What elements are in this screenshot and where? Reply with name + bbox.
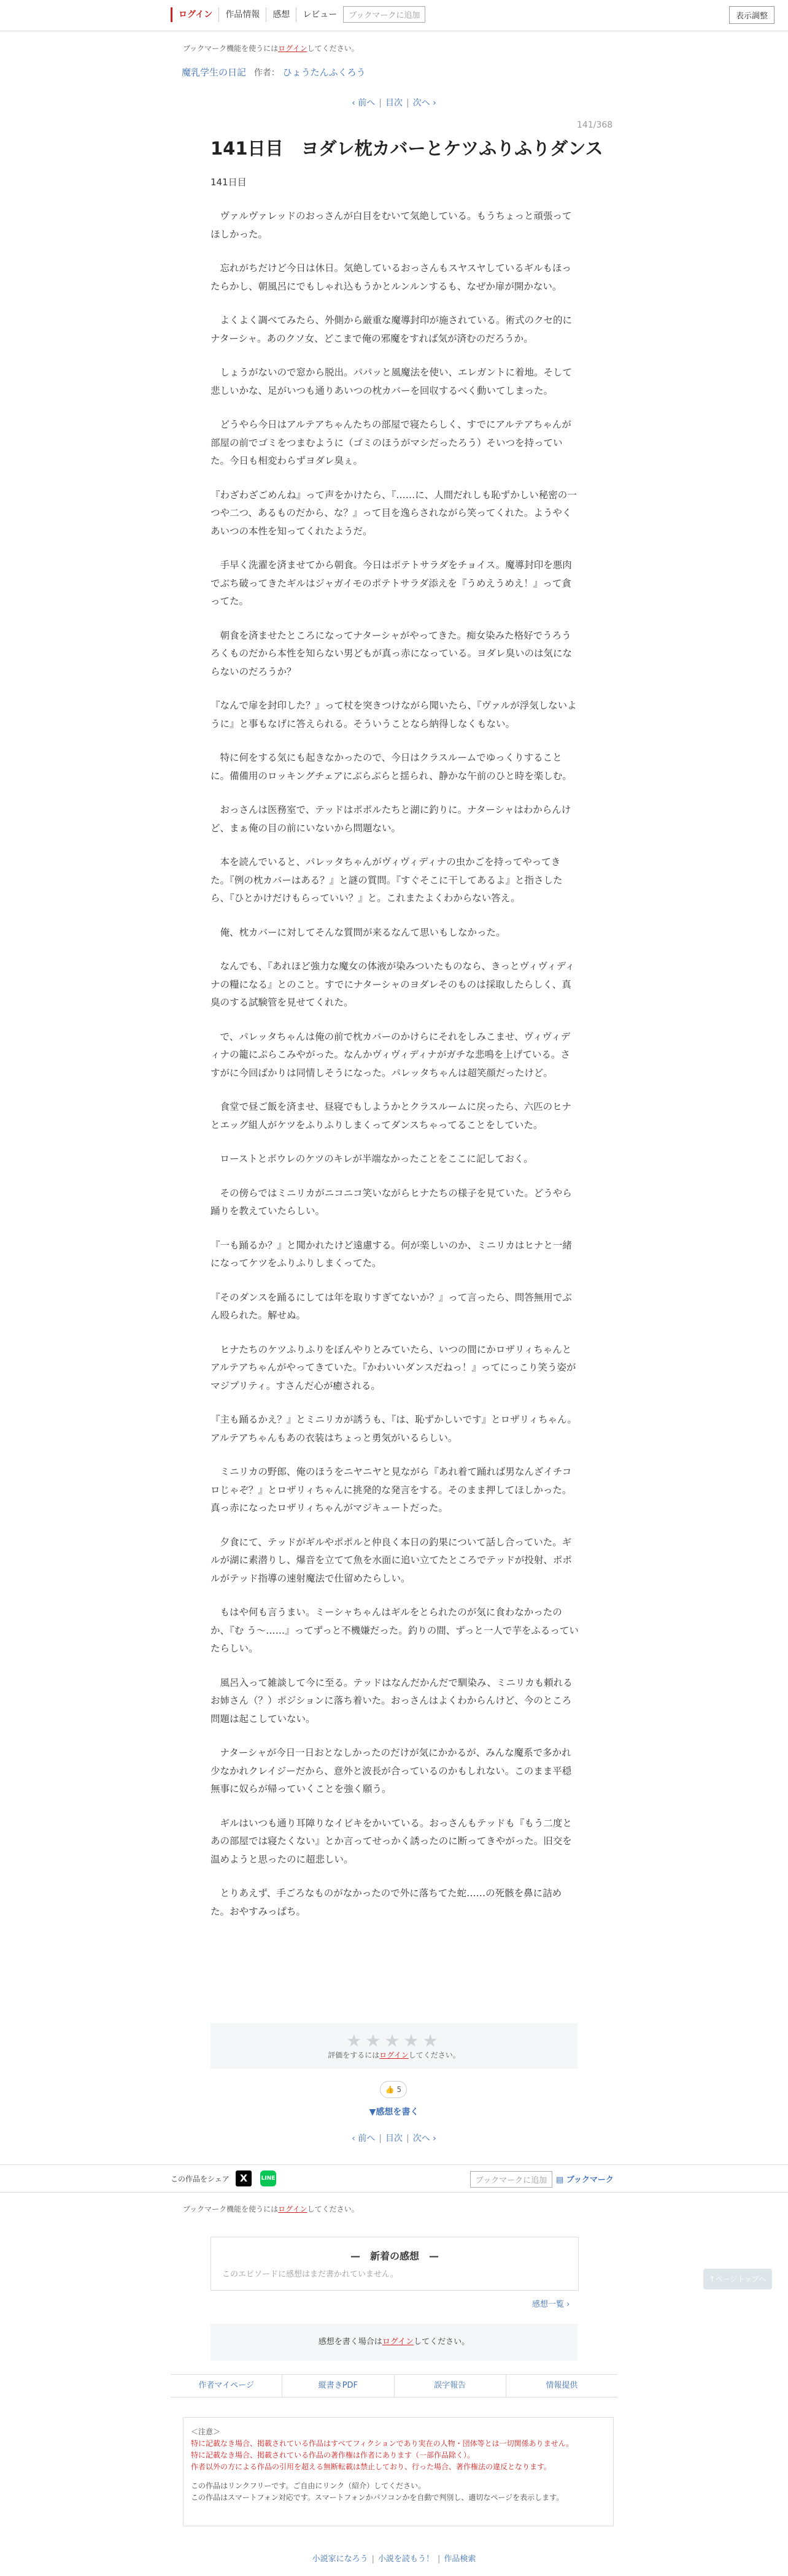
notice-suffix: してください。 [307, 2205, 359, 2213]
body-paragraph: 夕食にて、テッドがギルやポポルと仲良く本日の釣果について話し合っていた。ギルが湖に素潜りし、爆音を立てて魚を水面に追い立てたところでテッドが投射、ポポルがテッド指導の速射魔法で仕留めたらしい。 [211, 1536, 572, 1584]
bookmark-link-label: ブックマーク [566, 2175, 614, 2185]
body-paragraph: ヒナたちのケツふりふりをぼんやりとみていたら、いつの間にかロザリィちゃんとアルテアちゃんがやってきていた。『かわいいダンスだねっ！』ってにっこり笑う姿がマジプリティ。すさんだ心が癒される。 [211, 1344, 576, 1391]
search-link[interactable]: 作品検索 [444, 2555, 476, 2564]
rating-note-suffix: してください。 [408, 2051, 460, 2059]
latest-impressions-empty: このエピソードに感想はまだ書かれていません。 [222, 2270, 398, 2279]
body-paragraph: 俺、枕カバーに対してそんな質問が来るなんて思いもしなかった。 [211, 926, 506, 938]
rating-note-prefix: 評価をするには [328, 2051, 380, 2059]
bookmark-add-button[interactable]: ブックマークに追加 [343, 6, 425, 23]
site-footer [0, 2552, 788, 2564]
latest-impressions-box [211, 2237, 579, 2291]
share-label: この作品をシェア [171, 2175, 230, 2183]
login-link[interactable]: ログイン [171, 7, 219, 22]
body-paragraph: 『わざわざごめんね』って声をかけたら、『……に、人間だれしも恥ずかしい秘密の一つや二つ、あるものだから、な？』って目を逸らされながら笑ってくれた。ようやくあいつの本性を知ってくれたようだ。 [211, 489, 577, 537]
episode-title: 141日目 ヨダレ枕カバーとケツふりふりダンス [211, 138, 603, 159]
share-bar [0, 2164, 788, 2193]
warning-box [183, 2417, 614, 2526]
typo-report-link[interactable]: 誤字報告 [395, 2375, 506, 2397]
next-link[interactable]: 次へ › [412, 2134, 436, 2143]
prev-link[interactable]: ‹ 前へ [352, 98, 376, 108]
body-paragraph: 忘れがちだけど今日は休日。気絶しているおっさんもスヤスヤしているギルもほったらかし、朝風呂にでもしゃれ込もうかとルンルンするも、なぜか扉が開かない。 [211, 263, 571, 292]
author-link[interactable]: ひょうたんふくろう [282, 67, 366, 78]
x-share-icon[interactable]: X [236, 2170, 252, 2186]
footer-sep: | [371, 2555, 374, 2564]
info-line: この作品はリンクフリーです。ご自由にリンク（紹介）してください。 [191, 2482, 426, 2490]
body-paragraph: 『一も踊るか？』と聞かれたけど遠慮する。何が楽しいのか、ミニリカはヒナと一緒になってケツをふりふりしまくってた。 [211, 1239, 572, 1269]
body-paragraph: ミニリカの野郎、俺のほうをニヤニヤと見ながら『あれ着て踊れば男なんざイチコロじゃぞ？』とロザリィちゃんに挑発的な発言をする。そのまま押してほしかった。真っ赤になったロザリィちゃんがマジキュートだった。 [211, 1466, 572, 1513]
body-paragraph: ナターシャが今日一日おとなしかったのだけが気にかかるが、みんな魔系で多かれ少なかれクレイジーだから、意外と波長が合っているのかもしれない。このまま平穏無事に奴らが帰っていくことを強く願う。 [211, 1747, 572, 1794]
yomou-link[interactable]: 小説を読もう！ [377, 2555, 434, 2564]
body-paragraph: もはや何も言うまい。ミーシャちゃんはギルをとられたのが気に食わなかったのか、『む う～……』ってずっと不機嫌だった。釣りの間、ずっと一人で芋をふるっていたらしい。 [211, 1607, 579, 1654]
work-info-link[interactable]: 作品情報 [219, 7, 266, 22]
line-share-icon[interactable]: LINE [260, 2170, 276, 2186]
notice-login-link[interactable]: ログイン [278, 2205, 307, 2213]
series-info [182, 66, 366, 79]
body-paragraph: 食堂で昼ご飯を済ませ、昼寝でもしようかとクラスルームに戻ったら、六匹のヒナとエッグ組人がケツをふりふりしまくってダンスちゃってることをしていた。 [211, 1101, 572, 1131]
body-paragraph: 特に何をする気にも起きなかったので、今日はクラスルームでゆっくりすることに。備備用のロッキングチェアにぶらぶらと揺られ、静かな午前のひと時を楽しむ。 [211, 752, 572, 782]
episode-body [211, 207, 579, 1937]
warning-line: 特に記載なき場合、掲載されている作品はすべてフィクションであり実在の人物・団体等とは一切関係ありません。 [191, 2439, 574, 2448]
write-impression-login-box [211, 2324, 577, 2361]
notice-login-link[interactable]: ログイン [278, 44, 307, 53]
warning-line: 作者以外の方による作品の引用を超える無断転載は禁止しており、行った場合、著作権法の違反となります。 [191, 2463, 552, 2471]
body-paragraph: 『そのダンスを踊るにしては年を取りすぎてないか？』って言ったら、問答無用でぶん殴られた。解せぬ。 [211, 1291, 572, 1321]
rating-login-link[interactable]: ログイン [379, 2051, 409, 2059]
bottom-pager [0, 2132, 788, 2144]
author-mypage-link[interactable]: 作者マイページ [171, 2375, 282, 2397]
body-paragraph: 風呂入って雑談して今に至る。テッドはなんだかんだで馴染み、ミニリカも頼れるお姉さん（？）ポジションに落ち着いた。おっさんはよくわからんけど、今のところ問題は起こしていない。 [211, 1677, 573, 1724]
body-paragraph: ローストとボウレのケツのキレが半端なかったことをここに記しておく。 [211, 1153, 533, 1164]
info-provide-link[interactable]: 情報提供 [546, 2381, 578, 2390]
rating-note [211, 2050, 577, 2060]
pager-sep: | [379, 98, 382, 108]
author-label: 作者： [253, 68, 280, 78]
bookmark-notice-bottom [183, 2204, 359, 2214]
body-paragraph: よくよく調べてみたら、外側から厳重な魔導封印が施されている。術式のクセ的にナターシャ。あのクソ女、どこまで俺の邪魔をすれば気が済むのだろうか。 [211, 315, 573, 344]
write-login-suffix: してください。 [414, 2337, 470, 2347]
impressions-list-link[interactable]: 感想一覧 › [532, 2300, 570, 2309]
episode-counter: 141/368 [577, 120, 613, 130]
write-impression-link[interactable]: ▼感想を書く [369, 2107, 419, 2117]
write-login-prefix: 感想を書く場合は [318, 2337, 382, 2347]
warning-title: ＜注意＞ [191, 2428, 221, 2436]
body-paragraph: 朝食を済ませたところになってナターシャがやってきた。痴女染みた格好でうろうろくものだから本性を知らない男どもが真っ赤になっている。ヨダレ臭いのは気にならないのだろうか？ [211, 629, 573, 677]
episode-day: 141日目 [211, 177, 247, 188]
body-paragraph: 本を読んでいると、パレッタちゃんがヴィヴィディナの虫かごを持ってやってきた。『例の枕カバーはある？』と謎の質問。『すぐそこに干してあるよ』と指さしたら、『ひとかけだけもらっていい？』と。これまたよくわからない答え。 [211, 856, 563, 904]
body-paragraph: 手早く洗濯を済ませてから朝食。今日はポテトサラダをチョイス。魔導封印を悪肉でぶち破ってきたギルはジャガイモのポテトサラダ添えを『うめえうめえ！』って貪ってた。 [211, 559, 572, 607]
bookmark-add-button[interactable]: ブックマークに追加 [470, 2171, 552, 2188]
rating-box [211, 2023, 577, 2069]
narou-link[interactable]: 小説家になろう [312, 2555, 368, 2564]
rating-stars[interactable]: ★★★★★ [346, 2031, 442, 2051]
pager-sep: | [406, 2134, 409, 2143]
body-paragraph: その傍らではミニリカがニコニコ笑いながらヒナたちの様子を見ていた。どうやら踊りを教えていたらしい。 [211, 1187, 572, 1217]
footer-sep: | [438, 2555, 441, 2564]
body-paragraph: で、パレッタちゃんは俺の前で枕カバーのかけらにそれをしみこませ、ヴィヴィディナの籠にぷらこみやがった。なんかヴィヴィディナがガチな悲鳴を上げている。さすがに今回ばかりは同情しそうになった。パレッタちゃんは超笑顔だったけど。 [211, 1031, 571, 1078]
body-paragraph: しょうがないので窓から脱出。パパッと風魔法を使い、エレガントに着地。そして悲しいかな、足がいつも通りあいつの枕カバーを回収するべく動いてしまった。 [211, 367, 573, 396]
toc-link[interactable]: 目次 [385, 98, 403, 108]
notice-prefix: ブックマーク機能を使うには [183, 2205, 279, 2213]
toc-link[interactable]: 目次 [385, 2134, 403, 2143]
body-paragraph: 『主も踊るかえ？』とミニリカが誘うも、『は、恥ずかしいです』とロザリィちゃん。アルテアちゃんもあの衣装はちょっと勇気がいるらしい。 [211, 1414, 577, 1444]
body-paragraph: ヴァルヴァレッドのおっさんが白目をむいて気絶している。もうちょっと頑張ってほしかった。 [211, 210, 572, 240]
vertical-pdf-link[interactable]: 縦書きPDF [282, 2375, 394, 2397]
header-nav [171, 6, 425, 23]
info-line: この作品はスマートフォン対応です。スマートフォンかパソコンかを自動で判別し、適切なページを表示します。 [191, 2493, 564, 2502]
body-paragraph: なんでも、『あれほど強力な魔女の体液が染みついたものなら、きっとヴィヴィディナの糧になる』とのこと。すでにナターシャのヨダレそのものは採取したらしく、真臭のする試験管を見せてくれた。 [211, 961, 575, 1008]
write-login-link[interactable]: ログイン [382, 2337, 414, 2347]
next-link[interactable]: 次へ › [412, 98, 436, 108]
warning-line: 特に記載なき場合、掲載されている作品の著作権は作者にあります（一部作品除く）。 [191, 2451, 475, 2459]
top-pager [0, 96, 788, 109]
bookmark-link[interactable]: ▤ ブックマーク [556, 2175, 614, 2185]
impressions-link[interactable]: 感想 [266, 7, 296, 22]
pager-sep: | [406, 98, 409, 108]
notice-prefix: ブックマーク機能を使うには [183, 44, 279, 53]
top-header [0, 0, 788, 31]
display-settings-button[interactable]: 表示調整 [729, 6, 774, 24]
body-paragraph: どうやら今日はアルテアちゃんたちの部屋で寝たらしく、すでにアルテアちゃんが部屋の前でゴミをつまむように（ゴミのほうがマシだったろう）そいつを持っていた。今日も相変わらずヨダレ臭ぇ。 [211, 419, 571, 466]
bookmark-notice [183, 43, 359, 53]
prev-link[interactable]: ‹ 前へ [352, 2134, 376, 2143]
page-top-button[interactable]: ↑ページトップへ [703, 2269, 772, 2290]
body-paragraph: 『なんで扉を封印した？』って杖を突きつけながら聞いたら、『ヴァルが浮気しないように』と事もなげに答えられる。そういうことなら納得しなくもない。 [211, 700, 577, 729]
notice-suffix: してください。 [307, 44, 359, 53]
footer-links [171, 2374, 617, 2397]
good-button[interactable]: 👍 5 [380, 2081, 407, 2098]
series-title-link[interactable]: 魔乳学生の日記 [182, 67, 247, 78]
latest-impressions-heading: — 新着の感想 — [350, 2250, 439, 2262]
review-link[interactable]: レビュー [303, 9, 338, 20]
body-paragraph: ギルはいつも通り耳障りなイビキをかいている。おっさんもテッドも『もう二度とあの部屋では寝たくない』とか言ってせっかく誘ったのに断ってきやがった。旧交を温めようと思ったのに超悲しい。 [211, 1817, 572, 1865]
body-paragraph: おっさんは医務室で、テッドはポポルたちと湖に釣りに。ナターシャはわからんけど、まぁ俺の目の前にいないから問題ない。 [211, 804, 571, 834]
pager-sep: | [379, 2134, 382, 2143]
body-paragraph: とりあえず、手ごろなものがなかったので外に落ちてた蛇……の死骸を鼻に詰めた。おやすみっぱち。 [211, 1888, 562, 1917]
